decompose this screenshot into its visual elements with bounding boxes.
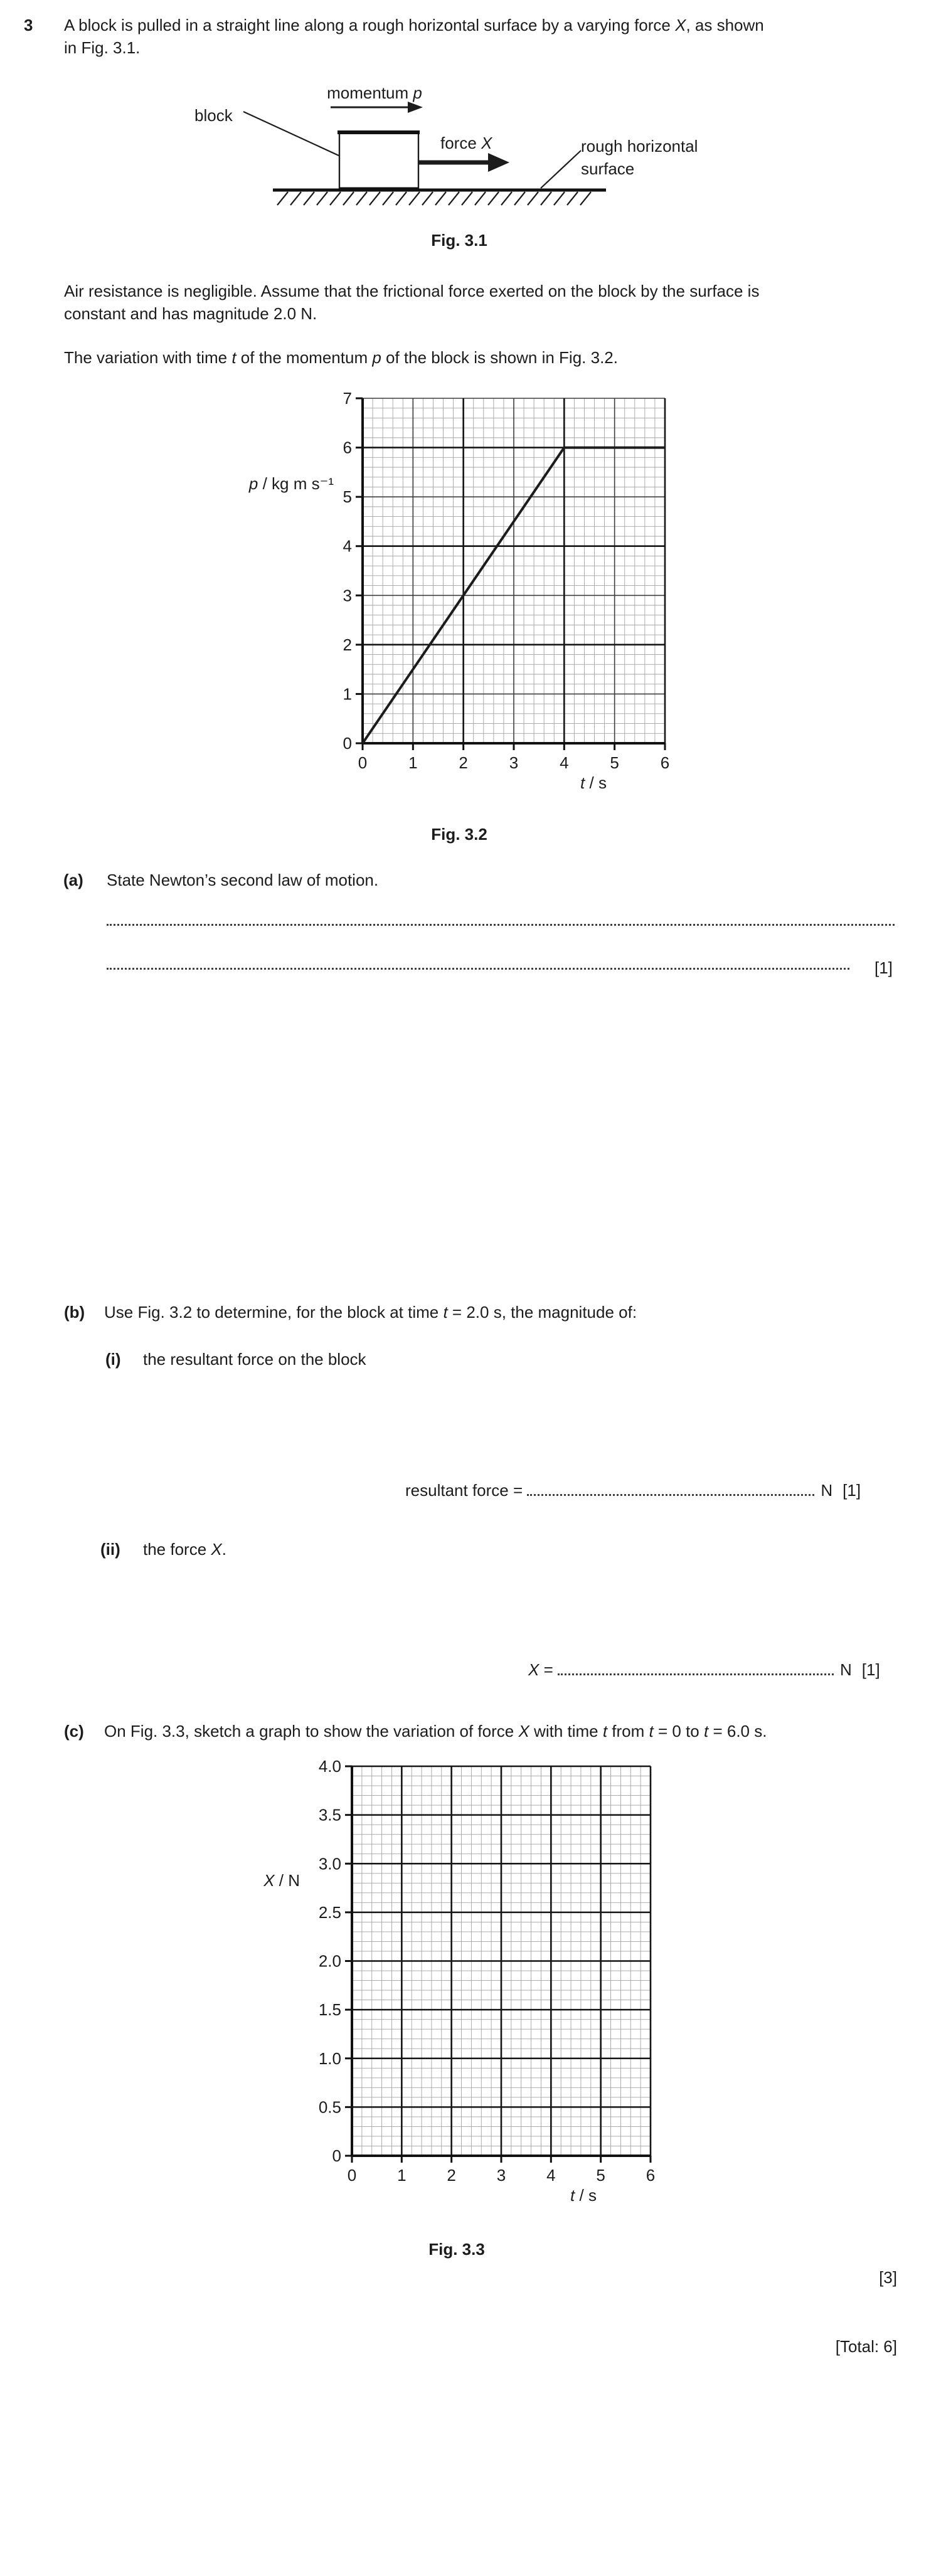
svg-text:7: 7 — [343, 389, 352, 408]
svg-text:0: 0 — [347, 2166, 357, 2185]
answer-line-a-2[interactable] — [107, 968, 849, 970]
part-bii-marker: (ii) — [100, 1540, 120, 1559]
svg-text:2.5: 2.5 — [318, 1902, 341, 1922]
svg-text:5: 5 — [610, 753, 619, 772]
para-air-resistance: Air resistance is negligible. Assume that the frictional force exerted on the block by the surface is constant and has magnitude 2.0 N. — [64, 282, 760, 323]
resultant-force-label: resultant force = — [405, 1481, 528, 1500]
fig-3-3-caption: Fig. 3.3 — [428, 2240, 485, 2259]
block-shape — [339, 132, 418, 189]
part-a-marker: (a) — [63, 871, 83, 889]
part-b-text: Use Fig. 3.2 to determine, for the block at time t = 2.0 s, the magnitude of: — [104, 1303, 637, 1322]
force-x-unit: N — [839, 1660, 852, 1679]
svg-text:2: 2 — [343, 635, 352, 654]
svg-text:1.5: 1.5 — [318, 2000, 341, 2020]
svg-text:0: 0 — [358, 753, 368, 772]
label-force-x: force X — [440, 134, 492, 152]
part-bii-mark: [1] — [861, 1660, 880, 1679]
svg-text:2: 2 — [447, 2166, 456, 2185]
part-a-text: State Newton’s second law of motion. — [107, 871, 379, 889]
force-x-answer-field[interactable] — [558, 1663, 834, 1675]
fig-3-2-caption: Fig. 3.2 — [431, 825, 487, 844]
answer-line-a-1[interactable] — [107, 924, 895, 926]
intro-line-2: in Fig. 3.1. — [64, 38, 141, 57]
svg-text:4: 4 — [546, 2166, 556, 2185]
part-b-marker: (b) — [64, 1303, 85, 1322]
answer-force-x — [528, 1658, 880, 1681]
svg-text:5: 5 — [343, 487, 352, 507]
svg-text:1: 1 — [343, 684, 352, 704]
fig-3-3-x-axis-label: t / s — [570, 2186, 597, 2205]
svg-text:3: 3 — [496, 2166, 506, 2185]
svg-text:3: 3 — [343, 586, 352, 605]
svg-text:3.5: 3.5 — [318, 1805, 341, 1825]
resultant-force-answer-field[interactable] — [527, 1484, 814, 1496]
fig-3-2-y-axis-label: p / kg m s⁻¹ — [248, 474, 334, 493]
svg-text:1.0: 1.0 — [318, 2049, 341, 2068]
total-mark: [Total: 6] — [835, 2337, 897, 2356]
svg-text:5: 5 — [596, 2166, 605, 2185]
svg-text:0: 0 — [343, 734, 352, 753]
fig-3-2-x-axis-label: t / s — [580, 773, 607, 792]
svg-text:0: 0 — [332, 2146, 341, 2165]
svg-text:2: 2 — [459, 753, 468, 772]
part-bi-marker: (i) — [105, 1350, 121, 1369]
part-bi-mark: [1] — [843, 1481, 861, 1500]
fig-3-3-y-axis-label: X / N — [263, 1871, 300, 1890]
part-c-mark: [3] — [879, 2268, 897, 2287]
surface-pointer-line — [541, 151, 581, 188]
svg-text:3.0: 3.0 — [318, 1854, 341, 1874]
svg-text:0.5: 0.5 — [318, 2097, 341, 2117]
block-pointer-line — [243, 112, 339, 156]
svg-text:6: 6 — [343, 438, 352, 457]
svg-text:1: 1 — [408, 753, 418, 772]
para-variation: The variation with time t of the momentum p of the block is shown in Fig. 3.2. — [64, 348, 618, 367]
fig-3-1-caption: Fig. 3.1 — [431, 231, 487, 250]
svg-text:4: 4 — [343, 536, 352, 556]
part-bi-text: the resultant force on the block — [143, 1350, 366, 1369]
force-x-label: X = — [528, 1660, 558, 1679]
answer-resultant-force — [405, 1479, 861, 1502]
svg-text:6: 6 — [660, 753, 670, 772]
svg-text:4.0: 4.0 — [318, 1757, 341, 1776]
svg-text:3: 3 — [509, 753, 519, 772]
svg-text:4: 4 — [560, 753, 569, 772]
resultant-force-unit: N — [821, 1481, 833, 1500]
part-a-mark: [1] — [875, 958, 893, 977]
fig-3-2-graph — [238, 373, 678, 800]
ground-hatching — [277, 192, 591, 205]
label-momentum-p: momentum p — [327, 83, 422, 102]
question-intro — [64, 14, 764, 59]
intro-line-1: A block is pulled in a straight line along a rough horizontal surface by a varying force X, as shown — [64, 16, 764, 34]
fig-3-3-graph[interactable] — [238, 1744, 678, 2202]
force-x-arrow-icon — [418, 153, 509, 172]
label-block: block — [194, 106, 233, 125]
label-rough-surface: rough horizontal surface — [581, 137, 698, 178]
svg-text:6: 6 — [646, 2166, 656, 2185]
part-c-marker: (c) — [64, 1722, 84, 1741]
svg-text:1: 1 — [397, 2166, 407, 2185]
part-bii-text: the force X. — [143, 1540, 226, 1559]
svg-text:2.0: 2.0 — [318, 1951, 341, 1971]
part-c-text: On Fig. 3.3, sketch a graph to show the variation of force X with time t from t = 0 to t = 6.0 s. — [104, 1722, 767, 1741]
question-number: 3 — [24, 16, 33, 34]
